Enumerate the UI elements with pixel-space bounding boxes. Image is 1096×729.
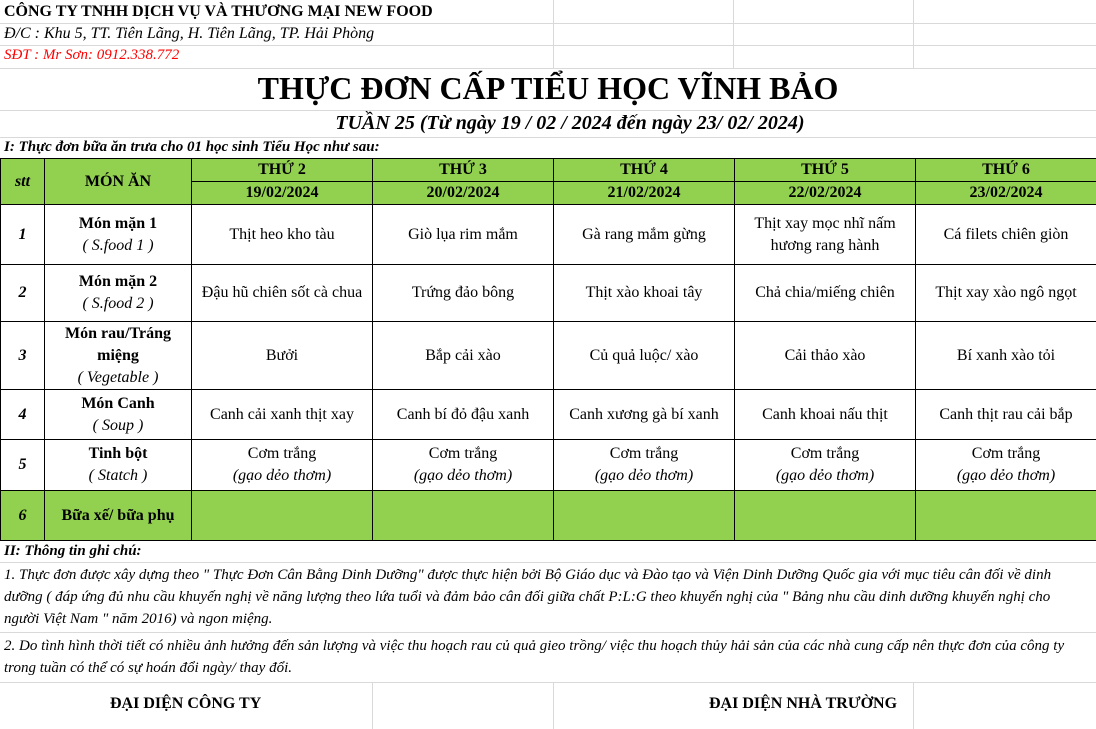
note-paragraph: 2. Do tình hình thời tiết có nhiều ảnh hưởng đến sản lượng và việc thu hoạch rau củ quả gieo trồng/ việc thu hoạch thủy hải sản của các nhà cung cấp nên thực đơn của công ty trong tuần có thể có sự hoán đổi ngày/ thay đổi. [4,638,1065,676]
category-subtitle: ( Statch ) [88,467,148,484]
day-header: THỨ 2 [192,159,373,182]
menu-cell [916,440,1096,491]
menu-cell: Đậu hũ chiên sốt cà chua [192,265,373,322]
menu-cell: Canh bí đỏ đậu xanh [373,390,554,440]
category-subtitle: ( Vegetable ) [77,368,159,386]
menu-cell: Trứng đảo bông [373,265,554,322]
date-header: 21/02/2024 [554,182,735,205]
menu-cell [735,440,916,491]
menu-cell: Bưởi [192,322,373,390]
menu-cell: Chả chia/miếng chiên [735,265,916,322]
row-category [45,205,192,265]
menu-cell: Bắp cải xào [373,322,554,390]
category-name: Bữa xế/ bữa phụ [45,491,192,541]
page-title: THỰC ĐƠN CẤP TIỂU HỌC VĨNH BẢO [257,70,839,106]
menu-cell [192,491,373,541]
menu-item-note: (gạo dẻo thơm) [956,467,1056,484]
day-header: THỨ 4 [554,159,735,182]
company-name: CÔNG TY TNHH DỊCH VỤ VÀ THƯƠNG MẠI NEW FOOD [4,3,433,20]
note-paragraph: 1. Thực đơn được xây dựng theo " Thực Đơn Cân Bằng Dinh Dưỡng" được thực hiện bởi Bộ Giáo dục và Đào tạo và Viện Dinh Dưỡng Quốc gia với mục tiêu cân đối về dinh dưỡng ( đáp ứng đủ nhu cầu khuyến nghị về năng lượng theo lứa tuổi và đảm bảo cân đối giữa chất P:L:G theo khuyến nghị của " Bảng nhu cầu dinh dưỡng khuyến nghị cho người Việt Nam " năm 2016) và ngon miệng. [4,567,1052,627]
table-row [1,390,1096,440]
row-stt: 4 [1,390,45,440]
menu-cell: Thịt xay mọc nhĩ nấm hương rang hành [735,205,916,265]
date-header: 22/02/2024 [735,182,916,205]
date-header: 20/02/2024 [373,182,554,205]
row-stt: 2 [1,265,45,322]
day-header: THỨ 3 [373,159,554,182]
dish-header: MÓN ĂN [45,159,192,205]
row-stt: 6 [1,491,45,541]
company-signature-label: ĐẠI DIỆN CÔNG TY [110,695,262,712]
menu-cell: Canh khoai nấu thịt [735,390,916,440]
section-heading-menu: I: Thực đơn bữa ăn trưa cho 01 học sinh Tiểu Học như sau: [4,139,380,155]
week-subtitle: TUẦN 25 (Từ ngày 19 / 02 / 2024 đến ngày 23/ 02/ 2024) [335,112,805,134]
menu-cell [735,491,916,541]
company-address: Đ/C : Khu 5, TT. Tiên Lãng, H. Tiên Lãng, TP. Hải Phòng [4,25,375,42]
menu-item: Cơm trắng [971,445,1041,462]
row-category [45,322,192,390]
menu-cell: Cải thảo xào [735,322,916,390]
date-header: 19/02/2024 [192,182,373,205]
menu-item: Cơm trắng [790,445,860,462]
menu-cell: Giò lụa rim mắm [373,205,554,265]
row-stt: 5 [1,440,45,491]
menu-item: Cơm trắng [609,445,679,462]
menu-item: Cơm trắng [247,445,317,462]
menu-cell: Canh xương gà bí xanh [554,390,735,440]
row-stt: 3 [1,322,45,390]
menu-cell: Thịt xay xào ngô ngọt [916,265,1096,322]
menu-cell [554,440,735,491]
menu-cell [554,491,735,541]
menu-cell [373,440,554,491]
row-category [45,265,192,322]
menu-item-note: (gạo dẻo thơm) [413,467,513,484]
company-phone: SĐT : Mr Sơn: 0912.338.772 [4,47,180,63]
category-subtitle: ( Soup ) [92,416,144,434]
menu-cell: Bí xanh xào tỏi [916,322,1096,390]
menu-item: Cơm trắng [428,445,498,462]
menu-item-note: (gạo dẻo thơm) [594,467,694,484]
category-subtitle: ( S.food 1 ) [82,236,154,254]
menu-cell: Gà rang mắm gừng [554,205,735,265]
category-name: Món mặn 1 [78,214,158,232]
menu-item-note: (gạo dẻo thơm) [775,467,875,484]
category-name: Món mặn 2 [78,273,158,290]
table-row [1,440,1096,491]
row-stt: 1 [1,205,45,265]
category-name: Tinh bột [88,445,148,462]
category-subtitle: ( S.food 2 ) [82,295,154,312]
menu-cell [916,491,1096,541]
date-header: 23/02/2024 [916,182,1096,205]
table-row [1,491,1096,541]
menu-cell: Củ quả luộc/ xào [554,322,735,390]
menu-cell: Canh thịt rau cải bắp [916,390,1096,440]
category-name: Món Canh [81,394,155,412]
menu-cell: Cá filets chiên giòn [916,205,1096,265]
table-row [1,265,1096,322]
school-signature-label: ĐẠI DIỆN NHÀ TRƯỜNG [709,695,898,712]
menu-cell [373,491,554,541]
table-row [1,322,1096,390]
row-category [45,440,192,491]
menu-item-note: (gạo dẻo thơm) [232,467,332,484]
menu-cell [192,440,373,491]
row-category [45,390,192,440]
menu-table [0,158,1096,541]
category-name: Món rau/Tráng miệng [65,324,171,364]
menu-cell: Thịt heo kho tàu [192,205,373,265]
table-row [1,205,1096,265]
day-header: THỨ 5 [735,159,916,182]
section-heading-notes: II: Thông tin ghi chú: [4,543,142,559]
stt-header: stt [1,159,45,205]
menu-cell: Canh cải xanh thịt xay [192,390,373,440]
menu-cell: Thịt xào khoai tây [554,265,735,322]
day-header: THỨ 6 [916,159,1096,182]
